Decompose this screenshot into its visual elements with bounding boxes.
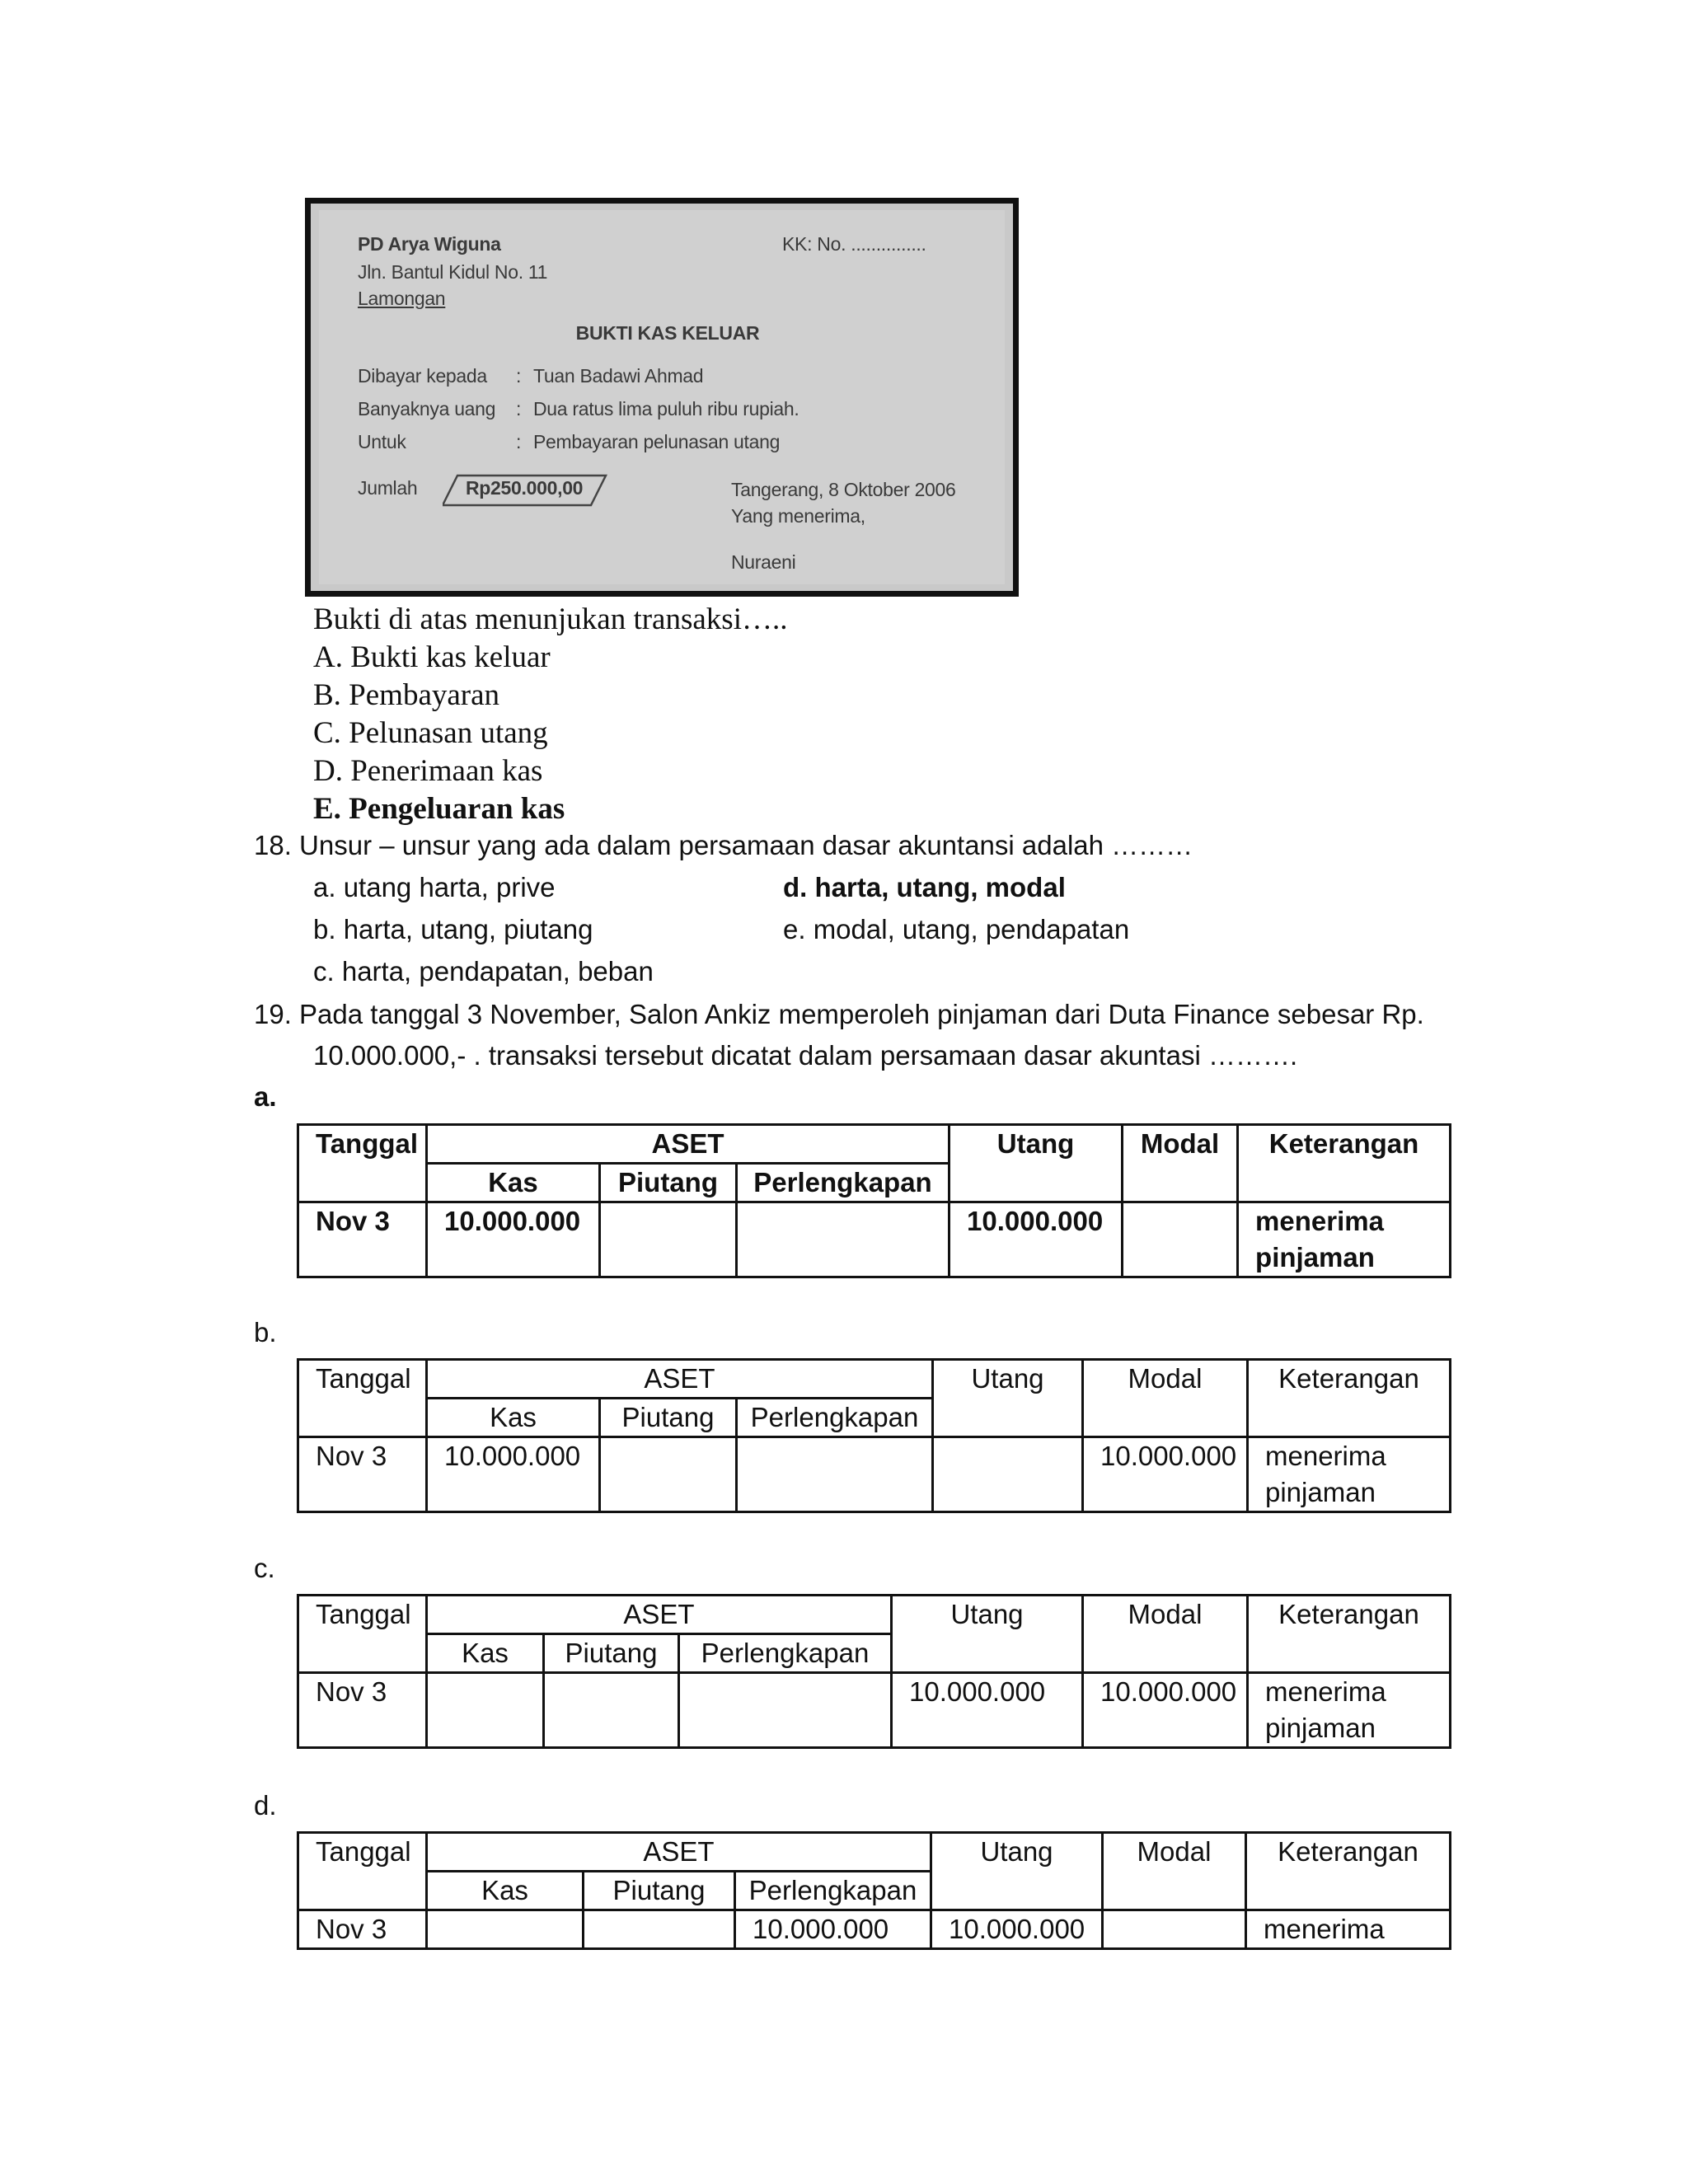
cell-keterangan: [1238, 1202, 1451, 1277]
cell-utang: 10.000.000: [892, 1673, 1083, 1748]
cell-perlengkapan: [737, 1202, 950, 1277]
receipt-separator: :: [516, 398, 522, 419]
header-piutang: Piutang: [600, 1399, 737, 1437]
keterangan-line2: pinjaman: [1265, 1713, 1376, 1743]
q19-option-d-label: d.: [254, 1790, 277, 1821]
header-tanggal: Tanggal: [298, 1596, 427, 1673]
receipt-amount-words-value: Dua ratus lima puluh ribu rupiah.: [533, 398, 799, 419]
table-row: [298, 1673, 1451, 1748]
receipt-image: [305, 198, 1019, 597]
header-piutang: Piutang: [600, 1164, 737, 1202]
q18-option-a: a. utang harta, prive: [313, 872, 556, 902]
keterangan-line1: menerima: [1265, 1441, 1386, 1471]
header-keterangan: Keterangan: [1248, 1596, 1451, 1673]
header-utang: Utang: [892, 1596, 1083, 1673]
cell-perlengkapan: 10.000.000: [735, 1910, 931, 1949]
header-kas: Kas: [427, 1634, 544, 1673]
cell-date: Nov 3: [298, 1437, 427, 1512]
cell-kas: 10.000.000: [427, 1437, 600, 1512]
receipt-kk-no: KK: No. ...............: [782, 233, 926, 255]
q17-stem: Bukti di atas menunjukan transaksi…..: [313, 602, 788, 636]
receipt-receiver-name: Nuraeni: [731, 551, 796, 573]
cell-piutang: [584, 1910, 735, 1949]
q19-option-c-table: [297, 1594, 1451, 1749]
keterangan-line1: menerima: [1255, 1206, 1384, 1236]
header-piutang: Piutang: [584, 1872, 735, 1910]
receipt-amount-words-label: Banyaknya uang: [358, 398, 496, 419]
header-utang: Utang: [950, 1125, 1123, 1202]
receipt-company: PD Arya Wiguna: [358, 233, 501, 255]
cell-piutang: [544, 1673, 679, 1748]
q19-option-a-label: a.: [254, 1081, 277, 1112]
receipt-purpose-label: Untuk: [358, 431, 406, 452]
cell-date: Nov 3: [298, 1202, 427, 1277]
receipt-purpose-value: Pembayaran pelunasan utang: [533, 431, 781, 452]
header-aset: ASET: [427, 1596, 892, 1634]
header-tanggal: Tanggal: [298, 1833, 427, 1910]
header-modal: Modal: [1103, 1833, 1246, 1910]
header-aset: ASET: [427, 1125, 950, 1164]
q19-stem-line2: 10.000.000,- . transaksi tersebut dicatat dalam persamaan dasar akuntasi ……….: [313, 1040, 1298, 1071]
header-utang: Utang: [931, 1833, 1103, 1910]
table-row: [298, 1202, 1451, 1277]
cell-utang: [933, 1437, 1083, 1512]
header-perlengkapan: Perlengkapan: [737, 1164, 950, 1202]
receipt-paid-to-label: Dibayar kepada: [358, 365, 487, 387]
receipt-place-date: Tangerang, 8 Oktober 2006: [731, 479, 956, 500]
header-kas: Kas: [427, 1164, 600, 1202]
q17-option-a: A. Bukti kas keluar: [313, 640, 551, 674]
q18-stem: 18. Unsur – unsur yang ada dalam persamaan dasar akuntansi adalah ………: [254, 830, 1193, 860]
header-perlengkapan: Perlengkapan: [735, 1872, 931, 1910]
q17-option-e: E. Pengeluaran kas: [313, 792, 565, 826]
q19-option-b-table: [297, 1358, 1451, 1513]
cell-utang: 10.000.000: [950, 1202, 1123, 1277]
q18-option-e: e. modal, utang, pendapatan: [783, 914, 1130, 944]
q17-option-c: C. Pelunasan utang: [313, 716, 548, 750]
keterangan-line1: menerima: [1265, 1676, 1386, 1707]
header-keterangan: Keterangan: [1248, 1360, 1451, 1437]
table-row: [298, 1910, 1451, 1949]
header-tanggal: Tanggal: [298, 1125, 427, 1202]
cell-modal: [1103, 1910, 1246, 1949]
header-aset: ASET: [427, 1833, 931, 1872]
q19-option-d-table: [297, 1831, 1451, 1950]
receipt-paper: [319, 210, 1005, 584]
q18-option-c: c. harta, pendapatan, beban: [313, 956, 654, 987]
keterangan-line2: pinjaman: [1255, 1242, 1375, 1272]
q18-option-d: d. harta, utang, modal: [783, 872, 1066, 902]
q19-option-b-label: b.: [254, 1317, 277, 1347]
header-tanggal: Tanggal: [298, 1360, 427, 1437]
header-keterangan: Keterangan: [1246, 1833, 1451, 1910]
header-modal: Modal: [1083, 1596, 1248, 1673]
cell-perlengkapan: [679, 1673, 892, 1748]
cell-keterangan: [1248, 1673, 1451, 1748]
cell-modal: [1123, 1202, 1238, 1277]
cell-date: Nov 3: [298, 1673, 427, 1748]
cell-keterangan: menerima: [1246, 1910, 1451, 1949]
cell-kas: [427, 1673, 544, 1748]
q19-option-a-table: [297, 1123, 1451, 1278]
receipt-paid-to-value: Tuan Badawi Ahmad: [533, 365, 704, 387]
header-modal: Modal: [1123, 1125, 1238, 1202]
receipt-total-value: Rp250.000,00: [466, 477, 584, 499]
q17-option-d: D. Penerimaan kas: [313, 754, 543, 788]
receipt-separator: :: [516, 365, 522, 387]
cell-kas: [427, 1910, 584, 1949]
q19-option-c-label: c.: [254, 1553, 275, 1583]
cell-modal: 10.000.000: [1083, 1437, 1248, 1512]
header-keterangan: Keterangan: [1238, 1125, 1451, 1202]
header-perlengkapan: Perlengkapan: [679, 1634, 892, 1673]
header-kas: Kas: [427, 1399, 600, 1437]
cell-keterangan: [1248, 1437, 1451, 1512]
q18-option-b: b. harta, utang, piutang: [313, 914, 593, 944]
header-kas: Kas: [427, 1872, 584, 1910]
receipt-receiver-label: Yang menerima,: [731, 505, 865, 527]
cell-date: Nov 3: [298, 1910, 427, 1949]
receipt-total-label: Jumlah: [358, 477, 418, 499]
cell-perlengkapan: [737, 1437, 933, 1512]
table-row: [298, 1437, 1451, 1512]
receipt-title: BUKTI KAS KELUAR: [575, 322, 760, 344]
header-perlengkapan: Perlengkapan: [737, 1399, 933, 1437]
header-piutang: Piutang: [544, 1634, 679, 1673]
keterangan-line2: pinjaman: [1265, 1477, 1376, 1507]
cell-piutang: [600, 1202, 737, 1277]
cell-piutang: [600, 1437, 737, 1512]
header-modal: Modal: [1083, 1360, 1248, 1437]
receipt-city: Lamongan: [358, 288, 446, 309]
header-utang: Utang: [933, 1360, 1083, 1437]
header-aset: ASET: [427, 1360, 933, 1399]
receipt-separator: :: [516, 431, 522, 452]
receipt-address: Jln. Bantul Kidul No. 11: [358, 261, 548, 283]
cell-utang: 10.000.000: [931, 1910, 1103, 1949]
cell-kas: 10.000.000: [427, 1202, 600, 1277]
q19-stem-line1: 19. Pada tanggal 3 November, Salon Ankiz memperoleh pinjaman dari Duta Finance sebesar Rp.: [254, 999, 1424, 1029]
cell-modal: 10.000.000: [1083, 1673, 1248, 1748]
q17-option-b: B. Pembayaran: [313, 678, 500, 712]
